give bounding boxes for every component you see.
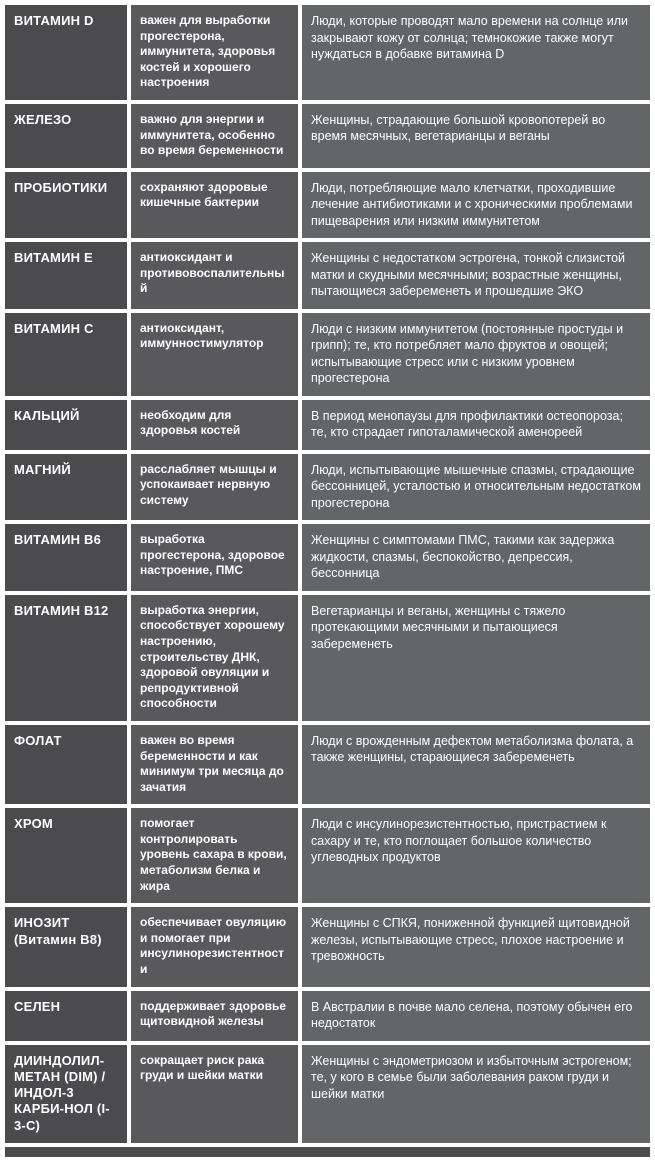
supplement-name-cell: ИНОЗИТ (Витамин B8) [5, 907, 127, 986]
who-needs-cell: Женщины с эндометриозом и избыточным эстрогеном; те, у кого в семье были заболевания раком груди и шейки матки [302, 1045, 650, 1143]
supplement-name-cell: МАГНИЙ [5, 454, 127, 521]
benefit-cell: важно для энергии и иммунитета, особенно во время беременности [131, 104, 298, 168]
who-needs-cell: Люди с врожденным дефектом метаболизма фолата, а также женщины, старающиеся забеременеть [302, 725, 650, 804]
benefit-cell: сохраняют здоровые кишечные бактерии [131, 172, 298, 239]
who-needs-cell: Вегетарианцы и веганы, женщины с тяжело протекающими месячными и пытающиеся забеременеть [302, 595, 650, 721]
benefit-cell: поддерживает здоровье щитовидной железы [131, 991, 298, 1041]
who-needs-cell: Люди, испытывающие мышечные спазмы, страдающие бессонницей, усталостью и относительным недостатком прогестерона [302, 454, 650, 521]
benefit-cell: необходим для здоровья костей [131, 400, 298, 450]
who-needs-cell: Женщины с недостатком эстрогена, тонкой слизистой матки и скудными месячными; возрастные женщины, пытающиеся забеременеть и прошедшие ЭКО [302, 242, 650, 309]
supplement-name-cell: КАЛЬЦИЙ [5, 400, 127, 450]
supplement-name-cell: ЖЕЛЕЗО [5, 104, 127, 168]
benefit-cell: выработка прогестерона, здоровое настроение, ПМС [131, 524, 298, 591]
who-needs-cell: Люди с инсулинорезистентностью, пристрастием к сахару и те, кто поглощает большое количество углеводных продуктов [302, 808, 650, 903]
supplement-name-cell: ФОЛАТ [5, 725, 127, 804]
who-needs-cell: Женщины, страдающие большой кровопотерей во время месячных, вегетарианцы и веганы [302, 104, 650, 168]
benefit-cell: важен во время беременности и как минимум три месяца до зачатия [131, 725, 298, 804]
table-footer-bar [5, 1147, 650, 1157]
benefit-cell: расслабляет мышцы и успокаивает нервную систему [131, 454, 298, 521]
supplement-name-cell: ХРОМ [5, 808, 127, 903]
benefit-cell: важен для выработки прогестерона, иммунитета, здоровья костей и хорошего настроения [131, 5, 298, 100]
who-needs-cell: Люди, которые проводят мало времени на солнце или закрывают кожу от солнца; темнокожие также могут нуждаться в добавке витамина D [302, 5, 650, 100]
supplement-name-cell: ВИТАМИН E [5, 242, 127, 309]
benefit-cell: обеспечивает овуляцию и помогает при инсулинорезистентности [131, 907, 298, 986]
who-needs-cell: Люди, потребляющие мало клетчатки, проходившие лечение антибиотиками и с хроническими проблемами пищеварения или низким иммунитетом [302, 172, 650, 239]
benefit-cell: помогает контролировать уровень сахара в крови, метаболизм белка и жира [131, 808, 298, 903]
benefit-cell: антиоксидант, иммунностимулятор [131, 313, 298, 396]
supplement-name-cell: ВИТАМИН B12 [5, 595, 127, 721]
supplement-name-cell: ВИТАМИН C [5, 313, 127, 396]
supplement-name-cell: СЕЛЕН [5, 991, 127, 1041]
supplements-table [5, 5, 650, 1143]
who-needs-cell: Люди с низким иммунитетом (постоянные простуды и грипп); те, кто потребляет мало фруктов и овощей; испытывающие стресс или с низким уровнем прогестерона [302, 313, 650, 396]
who-needs-cell: Женщины с СПКЯ, пониженной функцией щитовидной железы, испытывающие стресс, плохое настроение и тревожность [302, 907, 650, 986]
benefit-cell: сокращает риск рака груди и шейки матки [131, 1045, 298, 1143]
who-needs-cell: В период менопаузы для профилактики остеопороза; те, кто страдает гипоталамической аменореей [302, 400, 650, 450]
supplement-name-cell: ДИИНДОЛИЛ-МЕТАН (DIM) / ИНДОЛ-3 КАРБИ-НОЛ (I-3-C) [5, 1045, 127, 1143]
supplement-name-cell: ПРОБИОТИКИ [5, 172, 127, 239]
supplement-name-cell: ВИТАМИН B6 [5, 524, 127, 591]
benefit-cell: выработка энергии, способствует хорошему настроению, строительству ДНК, здоровой овуляции и репродуктивной способности [131, 595, 298, 721]
benefit-cell: антиоксидант и противовоспалительный [131, 242, 298, 309]
who-needs-cell: Женщины с симптомами ПМС, такими как задержка жидкости, спазмы, беспокойство, депрессия, бессонница [302, 524, 650, 591]
who-needs-cell: В Австралии в почве мало селена, поэтому обычен его недостаток [302, 991, 650, 1041]
supplement-name-cell: ВИТАМИН D [5, 5, 127, 100]
